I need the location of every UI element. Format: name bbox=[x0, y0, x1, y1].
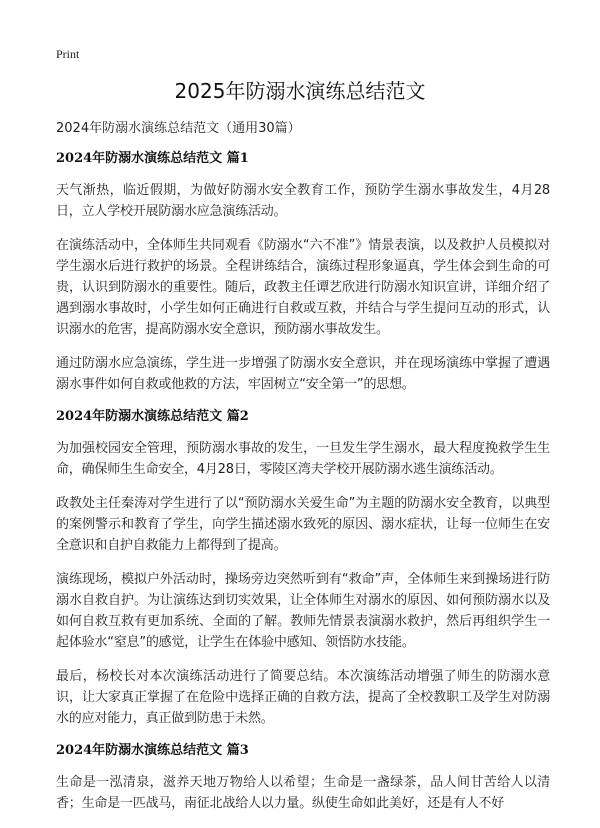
paragraph: 生命是一泓清泉，滋养天地万物给人以希望；生命是一盏绿茶，品人间甘苦给人以清香；生命是一匹战马，南征北战给人以力量。纵使生命如此美好，还是有人不好 bbox=[56, 775, 550, 811]
section-heading: 2024年防溺水演练总结范文 篇1 bbox=[56, 151, 249, 166]
document-subtitle: 2024年防溺水演练总结范文（通用30篇） bbox=[56, 121, 301, 136]
paragraph: 演练现场，模拟户外活动时，操场旁边突然听到有“救命”声，全体师生来到操场进行防溺水自救自护。为让演练达到切实效果，让全体师生对溺水的原因、如何预防溺水以及如何自救互救有更加系统、全面的了解。教师先情景表演溺水救护，然后再组织学生一起体验水“窒息”的感觉，让学生在体验中感知、领悟防水技能。 bbox=[56, 572, 550, 650]
paragraph: 为加强校园安全管理，预防溺水事故的发生，一旦发生学生溺水，最大程度挽救学生生命，确保师生生命安全，4月28日，零陵区湾夫学校开展防溺水逃生演练活动。 bbox=[56, 441, 550, 477]
document-body bbox=[56, 150, 550, 827]
paragraph: 在演练活动中，全体师生共同观看《防溺水“六不准”》情景表演，以及救护人员模拟对学生溺水后进行救护的场景。全程讲练结合，演练过程形象逼真，学生体会到生命的可贵，认识到防溺水的重要性。随后，政教主任谭艺欣进行防溺水知识宣讲，详细介绍了遇到溺水事故时，小学生如何正确进行自救或互救，并结合与学生提问互动的形式，认识溺水的危害，提高防溺水安全意识，预防溺水事故发生。 bbox=[56, 238, 550, 337]
paragraph: 天气渐热，临近假期，为做好防溺水安全教育工作，预防学生溺水事故发生，4月28日，立人学校开展防溺水应急演练活动。 bbox=[56, 183, 550, 219]
section-2 bbox=[56, 408, 550, 729]
paragraph: 通过防溺水应急演练，学生进一步增强了防溺水安全意识，并在现场演练中掌握了遭遇溺水事件如何自救或他救的方法，牢固树立“安全第一”的思想。 bbox=[56, 356, 550, 392]
print-link[interactable]: Print bbox=[56, 47, 80, 61]
paragraph: 政教处主任秦涛对学生进行了以“预防溺水关爱生命”为主题的防溺水安全教育，以典型的案例警示和教育了学生，向学生描述溺水致死的原因、溺水症状，让每一位师生在安全意识和自护自救能力上都得到了提高。 bbox=[56, 496, 550, 553]
paragraph: 最后，杨校长对本次演练活动进行了简要总结。本次演练活动增强了师生的防溺水意识，让大家真正掌握了在危险中选择正确的自救方法，提高了全校教职工及学生对防溺水的应对能力，真正做到防患于未然。 bbox=[56, 669, 550, 726]
section-3 bbox=[56, 742, 550, 814]
section-heading: 2024年防溺水演练总结范文 篇2 bbox=[56, 409, 249, 424]
section-heading: 2024年防溺水演练总结范文 篇3 bbox=[56, 743, 249, 758]
page-title: 2025年防溺水演练总结范文 bbox=[174, 79, 426, 103]
section-1 bbox=[56, 150, 550, 395]
